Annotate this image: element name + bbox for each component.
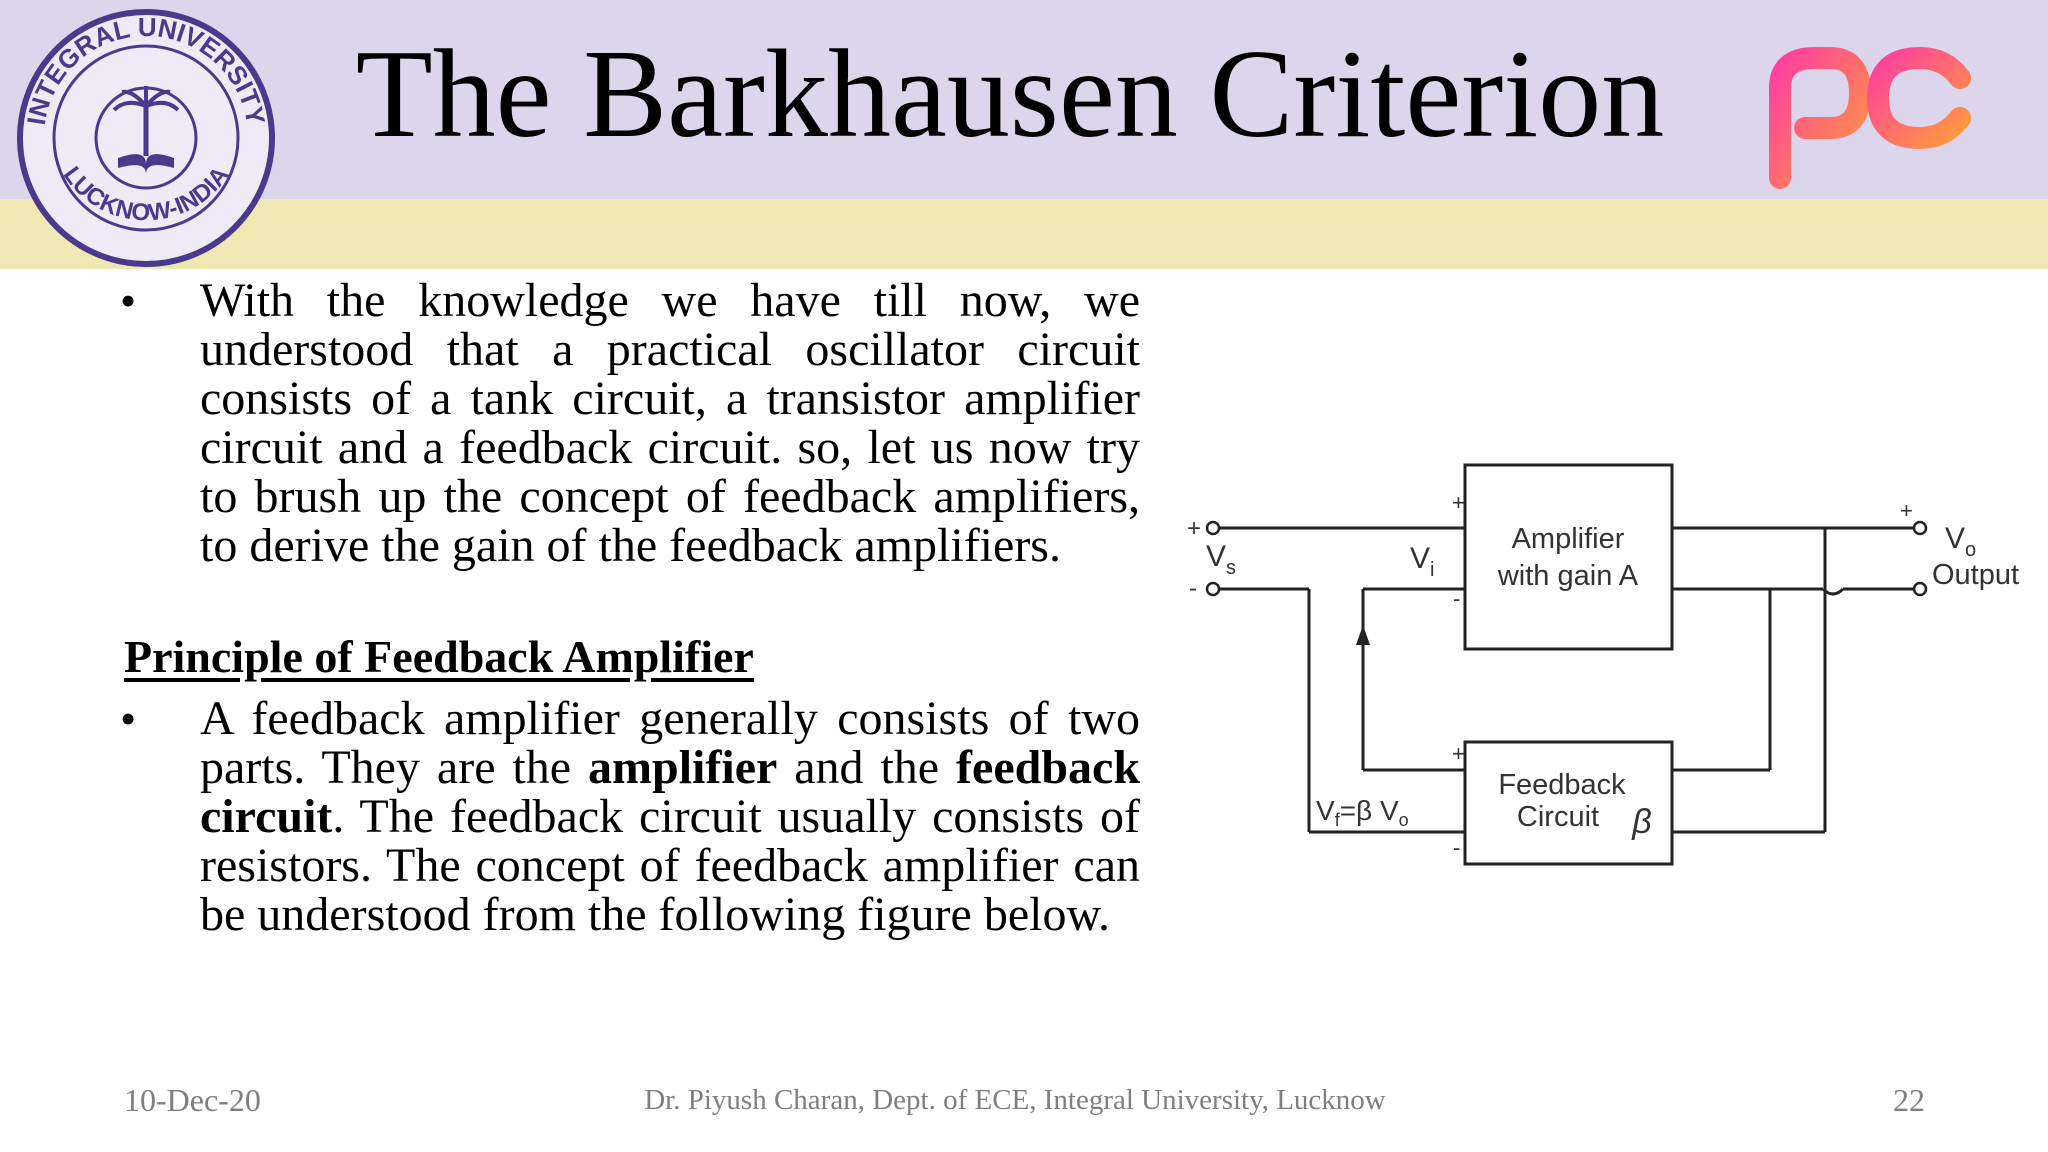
header-accent-band xyxy=(0,199,2048,269)
footer-date: 10-Dec-20 xyxy=(124,1082,261,1118)
svg-text:LUCKNOW-INDIA: LUCKNOW-INDIA xyxy=(57,161,235,227)
beta-symbol: β xyxy=(1632,803,1652,841)
bullet-marker: • xyxy=(120,275,137,326)
svg-text:INTEGRAL UNIVERSITY: INTEGRAL UNIVERSITY xyxy=(20,11,272,128)
amp-plus-sign: + xyxy=(1452,490,1465,515)
section-heading: Principle of Feedback Amplifier xyxy=(124,631,754,682)
pc-logo xyxy=(1760,38,1975,198)
bullet-item-1 xyxy=(120,276,1140,570)
amplifier-label-line2: with gain A xyxy=(1497,560,1639,592)
feedback-label-line2: Circuit xyxy=(1516,801,1600,833)
slide-title: The Barkhausen Criterion xyxy=(355,25,1665,164)
input-minus-sign: - xyxy=(1189,575,1197,602)
vo-label: $V_o$ xyxy=(1945,522,1977,561)
university-logo xyxy=(14,6,278,270)
output-label: Output xyxy=(1932,559,2020,591)
fb-minus-sign: - xyxy=(1453,835,1461,860)
bullet-marker: • xyxy=(120,693,137,744)
amp-minus-sign: - xyxy=(1453,586,1461,611)
bold-feedback-circuit: feedback circuit xyxy=(200,741,1141,843)
bold-amplifier: amplifier xyxy=(588,741,778,794)
input-plus-sign: + xyxy=(1187,515,1202,542)
bullet-item-2 xyxy=(120,694,1140,939)
feedback-amplifier-diagram xyxy=(1170,440,2020,890)
amplifier-block xyxy=(1465,465,1672,649)
slide-number: 22 xyxy=(1893,1082,1925,1118)
paragraph-oscillator-intro: With the knowledge we have till now, we understood that a practical oscillator circuit consists of a tank circuit, a transistor amplifier circuit and a feedback circuit. so, let us now try to brush up the concept of feedback amplifiers, to derive the gain of the feedback amplifiers. xyxy=(200,274,1140,572)
vi-label: $V_i$ xyxy=(1410,542,1435,581)
footer-author: Dr. Piyush Charan, Dept. of ECE, Integral University, Lucknow xyxy=(644,1084,1386,1116)
paragraph-feedback-principle: A feedback amplifier generally consists of two parts. They are the amplifier and the feedback circuit. The feedback circuit usually consists of resistors. The concept of feedback amplifier can be understood from the following figure below. xyxy=(200,692,1141,941)
amplifier-label-line1: Amplifier xyxy=(1511,523,1625,555)
vf-equation: $V_f=\beta$ $V_o$ xyxy=(1316,795,1409,830)
fb-plus-sign: + xyxy=(1452,741,1465,766)
feedback-label-line1: Feedback xyxy=(1498,769,1626,801)
vs-label: $V_s$ xyxy=(1206,540,1237,579)
output-plus-sign: + xyxy=(1900,498,1913,523)
